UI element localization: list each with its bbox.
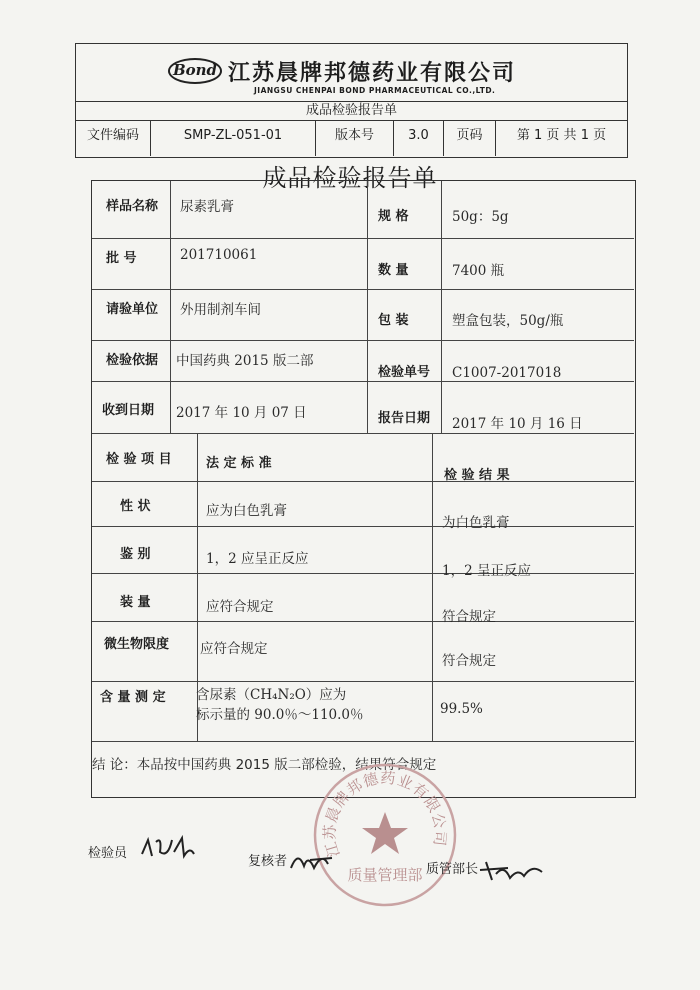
company-seal-stamp <box>310 760 460 910</box>
test-result: 符合规定 <box>442 653 496 669</box>
test-result: 99.5% <box>440 701 483 717</box>
row-divider <box>92 289 634 290</box>
quantity-label: 数 量 <box>378 263 409 278</box>
test-item: 装 量 <box>120 595 151 610</box>
department-head-signature <box>478 858 548 884</box>
row-divider <box>92 340 634 341</box>
spec-label: 规 格 <box>378 209 409 224</box>
report-table <box>91 180 636 798</box>
row-divider <box>92 381 634 382</box>
packaging-value: 塑盒包装，50g/瓶 <box>452 313 564 329</box>
inspector-label: 检验员 <box>88 846 128 861</box>
row-divider <box>92 681 634 682</box>
company-logo: Bond <box>168 58 222 84</box>
col-header-standard: 法 定 标 准 <box>206 456 272 471</box>
col-divider <box>441 181 442 433</box>
col-header-result: 检 验 结 果 <box>444 468 510 483</box>
spec-value: 50g：5g <box>452 209 509 225</box>
file-no-value: SMP-ZL-051-01 <box>151 121 316 156</box>
company-banner <box>75 43 628 101</box>
sample-name-label: 样品名称 <box>106 199 159 214</box>
reviewer-label: 复核者 <box>248 854 288 869</box>
test-result: 1，2 呈正反应 <box>442 563 531 579</box>
inspection-no-value: C1007-2017018 <box>452 365 562 381</box>
test-standard: 1，2 应呈正反应 <box>206 551 309 567</box>
test-item: 性 状 <box>120 499 151 514</box>
header-title: 成品检验报告单 <box>75 101 628 121</box>
col-divider <box>170 181 171 433</box>
star-icon <box>362 812 408 854</box>
row-divider <box>92 238 634 239</box>
basis-label: 检验依据 <box>106 353 159 368</box>
test-standard: 含尿素（CH₄N₂O）应为 <box>196 687 347 703</box>
col-divider <box>432 433 433 741</box>
test-standard-line2: 标示量的 90.0％～110.0％ <box>196 707 364 723</box>
test-item: 微生物限度 <box>104 637 170 652</box>
company-name-cn: 江苏晨牌邦德药业有限公司 <box>228 61 517 86</box>
stamp-dept: 质量管理部 <box>347 866 423 884</box>
test-standard: 应为白色乳膏 <box>206 503 287 519</box>
sample-name-value: 尿素乳膏 <box>180 199 234 215</box>
row-divider <box>92 573 634 574</box>
inspection-no-label: 检验单号 <box>378 365 431 380</box>
report-date-value: 2017 年 10 月 16 日 <box>452 416 583 432</box>
stamp-ring-text: 江苏晨牌邦德药业有限公司 <box>320 768 450 860</box>
row-divider <box>92 621 634 622</box>
row-divider <box>92 481 634 482</box>
row-divider <box>92 526 634 527</box>
basis-value: 中国药典 2015 版二部 <box>176 353 314 369</box>
page-label: 页码 <box>444 121 496 156</box>
test-standard: 应符合规定 <box>206 599 274 615</box>
file-no-label: 文件编码 <box>76 121 151 156</box>
packaging-label: 包 装 <box>378 313 409 328</box>
request-unit-label: 请验单位 <box>106 302 159 317</box>
row-divider <box>92 741 634 742</box>
quantity-value: 7400 瓶 <box>452 263 505 279</box>
inspector-signature <box>138 832 198 864</box>
test-item: 鉴 别 <box>120 547 151 562</box>
version-value: 3.0 <box>394 121 444 156</box>
test-item: 含 量 测 定 <box>100 690 166 705</box>
reviewer-signature <box>288 846 336 876</box>
col-header-item: 检 验 项 目 <box>106 452 172 467</box>
batch-value: 201710061 <box>180 247 258 263</box>
header-meta-row <box>75 121 628 158</box>
test-result: 为白色乳膏 <box>442 515 510 531</box>
report-date-label: 报告日期 <box>378 411 431 426</box>
report-title: 成品检验报告单 <box>262 164 438 192</box>
col-divider <box>367 181 368 433</box>
company-name-en: JIANGSU CHENPAI BOND PHARMACEUTICAL CO.,LTD. <box>254 86 496 95</box>
received-date-value: 2017 年 10 月 07 日 <box>176 405 307 421</box>
row-divider <box>92 433 634 434</box>
page-info: 第 1 页 共 1 页 <box>516 128 607 143</box>
test-standard: 应符合规定 <box>200 641 268 657</box>
department-head-label: 质管部长 <box>426 862 479 877</box>
test-result: 符合规定 <box>442 609 496 625</box>
received-date-label: 收到日期 <box>102 403 155 418</box>
version-label: 版本号 <box>316 121 394 156</box>
conclusion: 结 论：本品按中国药典 2015 版二部检验，结果符合规定 <box>92 757 437 773</box>
document-header <box>75 43 628 158</box>
batch-label: 批 号 <box>106 251 137 266</box>
request-unit-value: 外用制剂车间 <box>180 302 261 318</box>
